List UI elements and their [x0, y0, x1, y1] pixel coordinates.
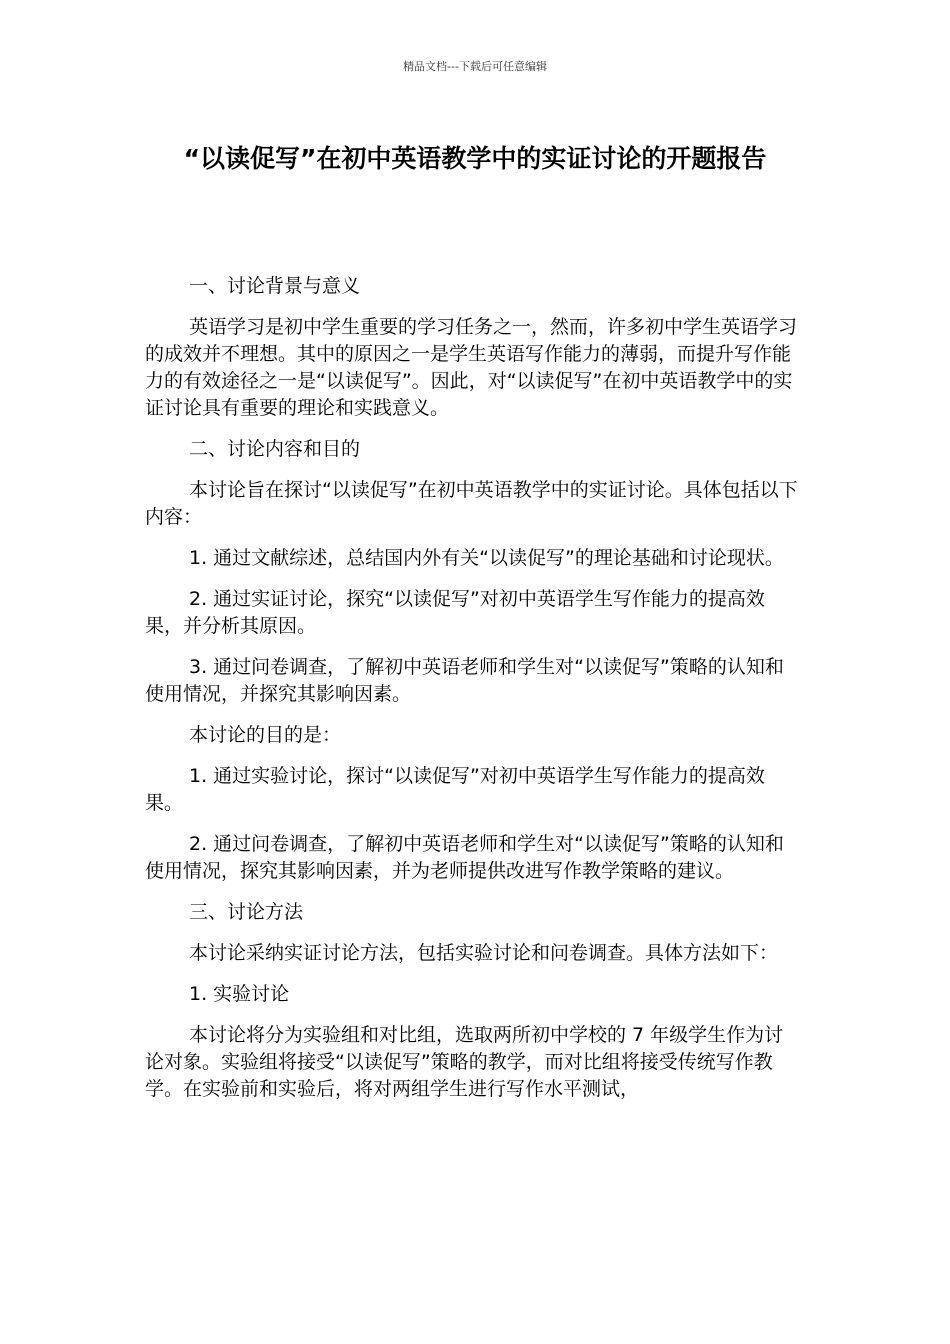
paragraph-content-intro: 本讨论旨在探讨“以读促写”在初中英语教学中的实证讨论。具体包括以下内容： [145, 479, 798, 528]
paragraph-experiment: 本讨论将分为实验组和对比组，选取两所初中学校的 7 年级学生作为讨论对象。实验组将接受“以读促写”策略的教学，而对比组将接受传统写作教学。在实验前和实验后，将对两组学生进行写作水平测试， [145, 1024, 784, 1100]
list-item-goal-2: 2. 通过问卷调查，了解初中英语老师和学生对“以读促写”策略的认知和使用情况，探究其影响因素，并为老师提供改进写作教学策略的建议。 [145, 833, 784, 882]
list-item-content-3: 3. 通过问卷调查，了解初中英语老师和学生对“以读促写”策略的认知和使用情况，并探究其影响因素。 [145, 656, 784, 705]
paragraph-goals-intro: 本讨论的目的是： [189, 724, 342, 746]
document-body [145, 273, 800, 1117]
section-heading-background: 一、讨论背景与意义 [189, 275, 361, 297]
list-item-content-1: 1. 通过文献综述，总结国内外有关“以读促写”的理论基础和讨论现状。 [189, 547, 784, 569]
page-header-note: 精品文档---下载后可任意编辑 [403, 60, 547, 73]
paragraph-background: 英语学习是初中学生重要的学习任务之一，然而，许多初中学生英语学习的成效并不理想。其中的原因之一是学生英语写作能力的薄弱，而提升写作能力的有效途径之一是“以读促写”。因此，对“以读促写”在初中英语教学中的实证讨论具有重要的理论和实践意义。 [145, 316, 798, 419]
document-title: “以读促写”在初中英语教学中的实证讨论的开题报告 [183, 144, 767, 173]
section-heading-methods: 三、讨论方法 [189, 901, 304, 923]
section-heading-content-goals: 二、讨论内容和目的 [189, 438, 361, 460]
list-item-content-2: 2. 通过实证讨论，探究“以读促写”对初中英语学生写作能力的提高效果，并分析其原因。 [145, 588, 765, 637]
paragraph-methods-intro: 本讨论采纳实证讨论方法，包括实验讨论和问卷调查。具体方法如下： [189, 942, 779, 964]
list-item-goal-1: 1. 通过实验讨论，探讨“以读促写”对初中英语学生写作能力的提高效果。 [145, 765, 765, 814]
subheading-experiment: 1. 实验讨论 [189, 983, 290, 1005]
